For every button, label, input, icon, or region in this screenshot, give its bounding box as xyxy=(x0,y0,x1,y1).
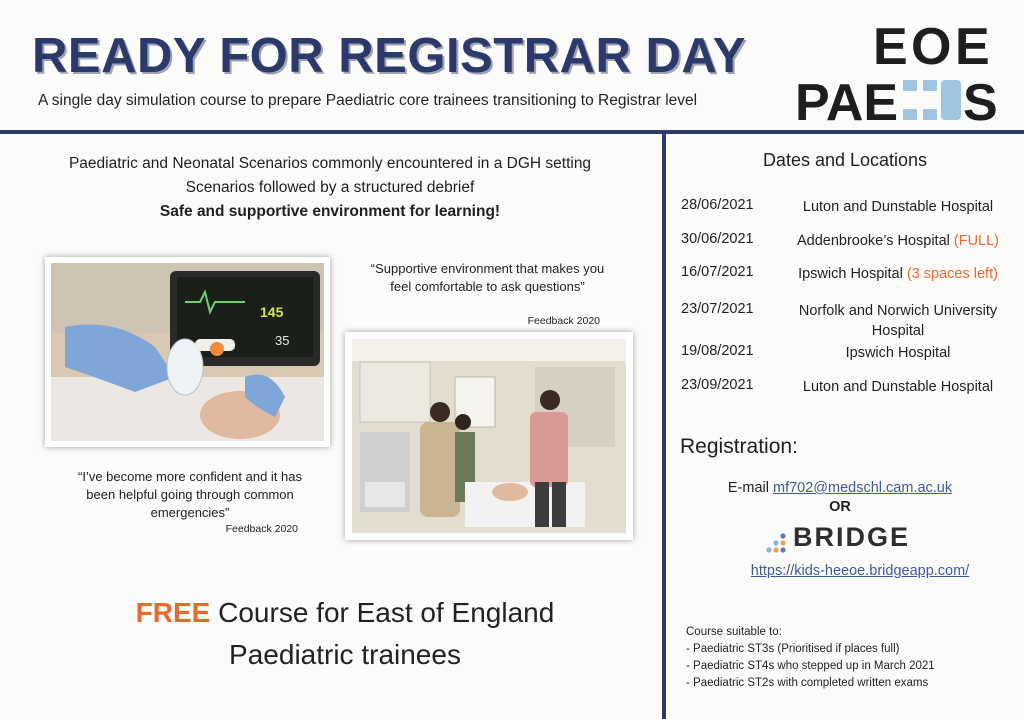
free-course-banner xyxy=(60,592,630,676)
date-cell: 23/09/2021 xyxy=(681,377,754,393)
email-label: E-mail xyxy=(727,480,773,496)
header-divider xyxy=(0,130,1024,134)
date-cell: 28/06/2021 xyxy=(681,197,754,213)
svg-text:35: 35 xyxy=(275,333,290,348)
date-cell: 30/06/2021 xyxy=(681,231,754,247)
column-divider xyxy=(662,134,666,719)
availability-note: (FULL) xyxy=(953,233,1000,249)
dates-heading: Dates and Locations xyxy=(762,150,928,170)
feedback-source: Feedback 2020 xyxy=(225,523,298,535)
free-line-1: Course for East of England xyxy=(210,597,555,628)
feedback-quote: “Supportive environment that makes you feel comfortable to ask questions” xyxy=(370,261,605,294)
location-cell xyxy=(784,377,1012,397)
suitability-item: - Paediatric ST2s with completed written exams xyxy=(686,677,929,689)
eoe-paeds-logo xyxy=(795,16,1010,128)
location-name: Norfolk and Norwich University Hospital xyxy=(798,303,998,339)
photo-infant-resuscitation xyxy=(45,257,330,447)
photo-simulation-room xyxy=(345,332,633,540)
feedback-source: Feedback 2020 xyxy=(527,315,600,327)
free-line-2: Paediatric trainees xyxy=(229,639,461,670)
email-line xyxy=(700,480,980,496)
suitability-box xyxy=(686,624,1006,692)
location-cell xyxy=(784,197,1012,217)
bridge-dots-icon xyxy=(765,526,789,556)
suitability-item: - Paediatric ST4s who stepped up in March 2021 xyxy=(686,660,935,672)
free-accent: FREE xyxy=(135,597,211,628)
svg-text:O: O xyxy=(911,18,952,76)
logo-line-1: E xyxy=(873,18,908,76)
location-cell xyxy=(784,301,1012,341)
location-name: Ipswich Hospital xyxy=(798,266,903,282)
suitability-item: - Paediatric ST3s (Prioritised if places full) xyxy=(686,643,900,655)
registration-heading: Registration: xyxy=(680,435,798,458)
intro-text xyxy=(20,152,640,224)
svg-text:E: E xyxy=(955,18,990,76)
logo-line-2: PAE xyxy=(795,74,899,128)
date-cell: 16/07/2021 xyxy=(681,264,754,280)
intro-highlight: Safe and supportive environment for learning! xyxy=(159,203,501,220)
or-separator: OR xyxy=(829,499,851,515)
date-cell: 19/08/2021 xyxy=(681,343,754,359)
location-name: Ipswich Hospital xyxy=(845,345,951,361)
feedback-quote: “I’ve become more confident and it has been helpful going through common emergencies” xyxy=(77,469,302,520)
location-name: Addenbrooke’s Hospital xyxy=(796,233,950,249)
page-subtitle: A single day simulation course to prepare Paediatric core trainees transitioning to Registrar level xyxy=(38,92,698,109)
location-cell xyxy=(784,264,1012,284)
svg-text:145: 145 xyxy=(260,304,284,320)
date-cell: 23/07/2021 xyxy=(681,301,754,317)
svg-text:S: S xyxy=(963,74,998,128)
bridge-url-line xyxy=(700,563,1020,579)
location-cell xyxy=(784,343,1012,363)
email-link[interactable]: mf702@medschl.cam.ac.uk xyxy=(773,480,953,496)
location-name: Luton and Dunstable Hospital xyxy=(802,199,994,215)
location-cell xyxy=(784,231,1012,251)
location-name: Luton and Dunstable Hospital xyxy=(802,379,994,395)
suitability-heading: Course suitable to: xyxy=(686,626,782,638)
page-title: READY FOR REGISTRAR DAY xyxy=(32,29,746,83)
intro-line: Scenarios followed by a structured debrief xyxy=(185,179,475,196)
intro-line: Paediatric and Neonatal Scenarios commonly encountered in a DGH setting xyxy=(68,155,592,172)
bridge-wordmark: BRIDGE xyxy=(793,522,911,552)
bridge-url-link[interactable]: https://kids-heeoe.bridgeapp.com/ xyxy=(750,563,970,579)
availability-note: (3 spaces left) xyxy=(906,266,998,282)
